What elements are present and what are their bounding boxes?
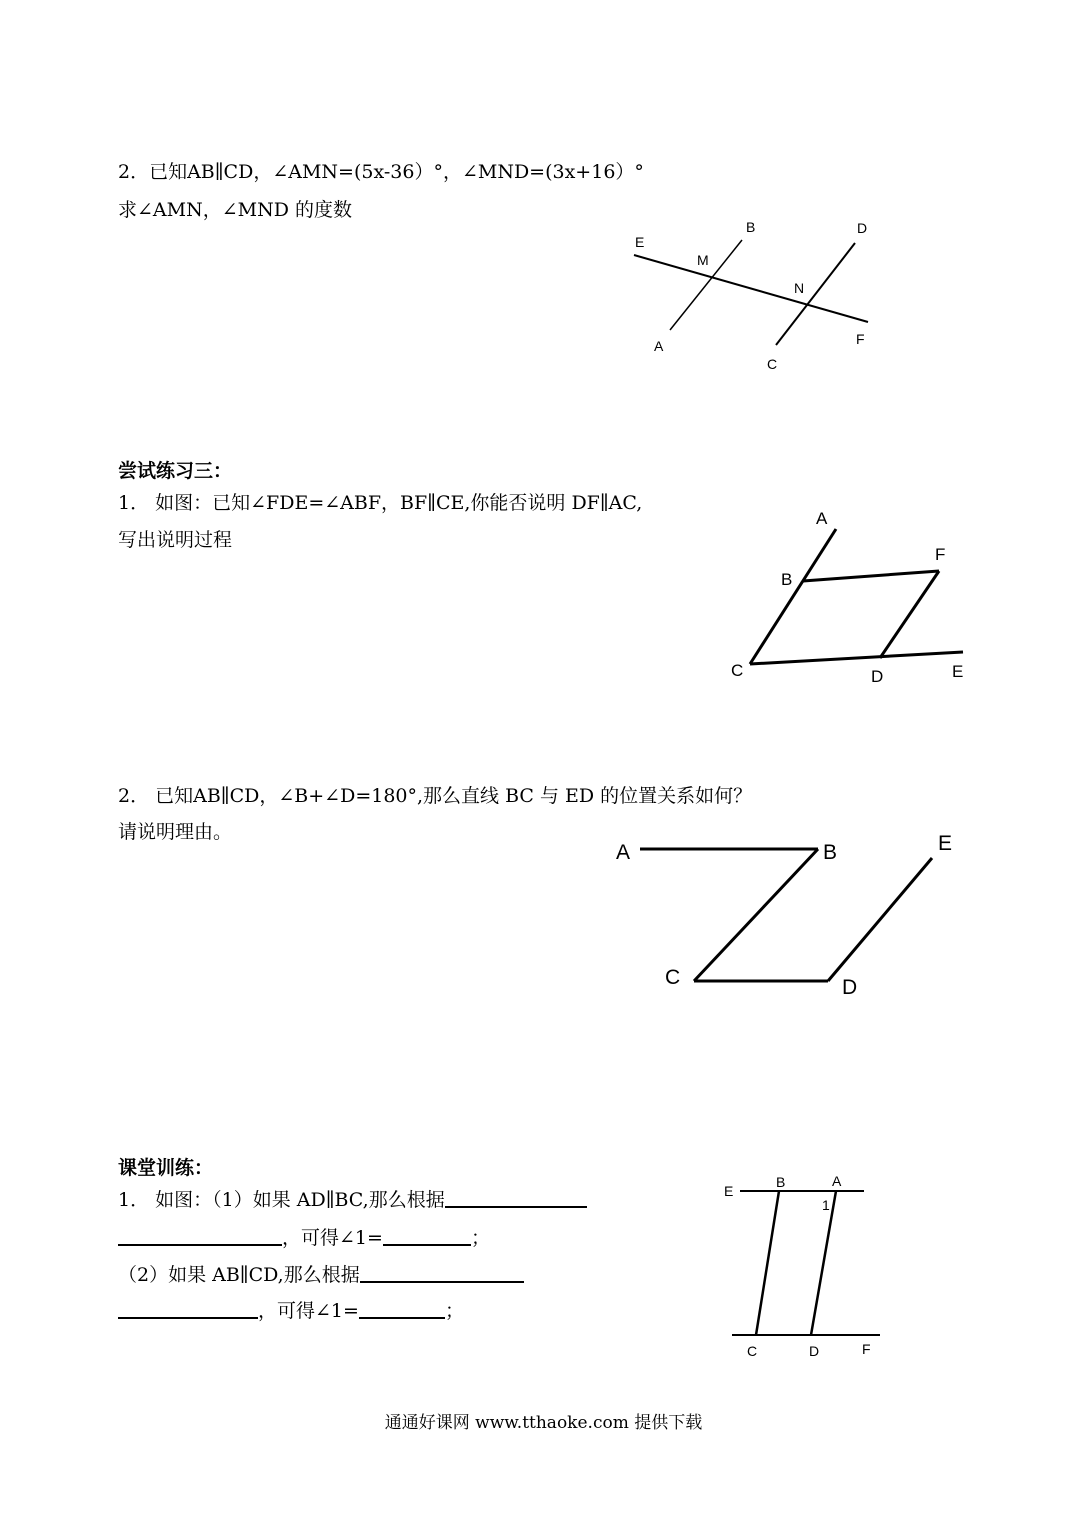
label-E: E bbox=[952, 662, 964, 681]
label-D: D bbox=[842, 976, 858, 999]
label-E: E bbox=[938, 832, 953, 855]
label-N: N bbox=[794, 280, 805, 296]
problem-2-statement: 2．已知AB∥CD，∠AMN=(5x-36）°，∠MND=(3x+16）° bbox=[118, 161, 644, 183]
label-C: C bbox=[665, 966, 681, 989]
label-E: E bbox=[724, 1183, 734, 1199]
label-B: B bbox=[746, 219, 756, 235]
exercise-1-part-2-text: （2）如果 AB∥CD,那么根据 bbox=[118, 1264, 360, 1286]
practice-2-statement: 2． 已知AB∥CD，∠B+∠D=180°,那么直线 BC 与 ED 的位置关系如何？ bbox=[118, 785, 753, 807]
label-A: A bbox=[654, 338, 664, 354]
exercise-1-part-2-end: ； bbox=[444, 1300, 464, 1322]
section-heading-practice-3: 尝试练习三： bbox=[118, 460, 233, 482]
problem-2-question: 求∠AMN，∠MND 的度数 bbox=[118, 199, 352, 221]
page-footer: 通通好课网 www.tthaoke.com 提供下载 bbox=[384, 1413, 703, 1433]
label-B: B bbox=[776, 1174, 786, 1190]
label-A: A bbox=[616, 841, 631, 864]
label-D: D bbox=[871, 667, 884, 686]
exercise-1-part-1-text: 1． 如图：（1）如果 AD∥BC,那么根据 bbox=[118, 1189, 445, 1211]
practice-2-instruction: 请说明理由。 bbox=[118, 821, 233, 843]
label-D: D bbox=[857, 220, 868, 236]
exercise-1-part-1-result-text: ，可得∠1= bbox=[282, 1227, 383, 1249]
label-A: A bbox=[816, 509, 828, 528]
exercise-1-part-1-end: ； bbox=[470, 1227, 490, 1249]
exercise-1-part-2-result-text: ，可得∠1= bbox=[258, 1300, 359, 1322]
label-C: C bbox=[731, 661, 744, 680]
label-M: M bbox=[697, 252, 709, 268]
practice-1-statement: 1． 如图：已知∠FDE=∠ABF，BF∥CE,你能否说明 DF∥AC, bbox=[118, 492, 643, 514]
label-F: F bbox=[862, 1341, 871, 1357]
label-B: B bbox=[823, 841, 838, 864]
label-A: A bbox=[832, 1173, 842, 1189]
label-F: F bbox=[856, 331, 865, 347]
label-C: C bbox=[747, 1343, 758, 1359]
label-C: C bbox=[767, 356, 778, 372]
practice-1-instruction: 写出说明过程 bbox=[118, 529, 233, 551]
label-E: E bbox=[635, 234, 645, 250]
label-B: B bbox=[781, 570, 793, 589]
label-angle-1: 1 bbox=[822, 1197, 830, 1213]
label-F: F bbox=[935, 545, 946, 564]
label-D: D bbox=[809, 1343, 820, 1359]
section-heading-class-exercise: 课堂训练： bbox=[118, 1157, 214, 1179]
